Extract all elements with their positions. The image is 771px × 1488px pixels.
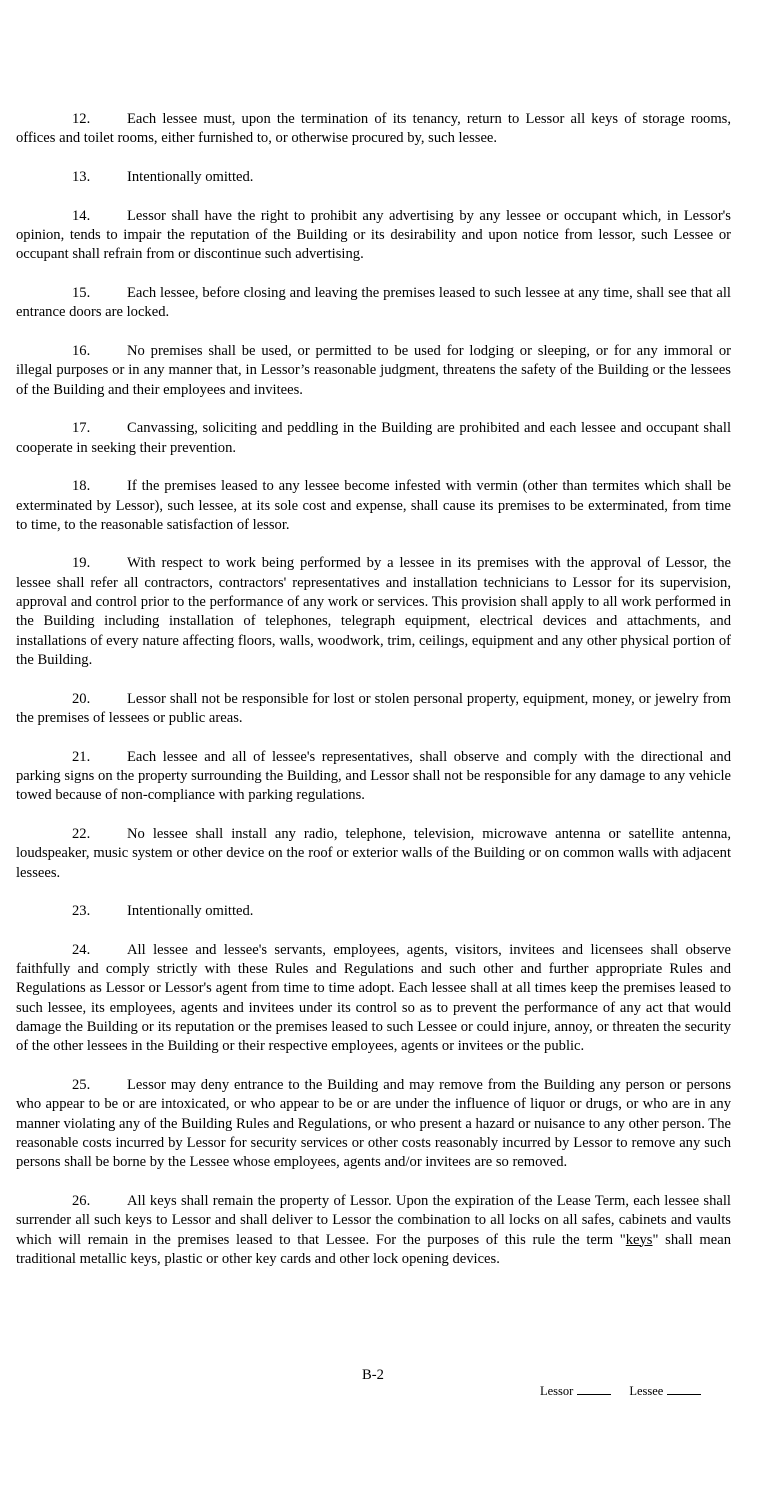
rule-13 xyxy=(16,168,731,187)
rule-12 xyxy=(16,110,731,149)
rule-number: 17. xyxy=(72,420,91,437)
rule-25 xyxy=(16,1076,731,1172)
rule-text: Lessor shall have the right to prohibit any advertising by any lessee or occupant which, in Lessor's opinion, tends to impair the reputation of the Building or its desirability and upon notice from lessor, such Lessee or occupant shall refrain from or discontinue such advertising. xyxy=(16,207,731,263)
rule-text: With respect to work being performed by a lessee in its premises with the approval of Lessor, the lessee shall refer all contractors, contractors' representatives and installation technicians to Lessor for its supervision, approval and control prior to the performance of any work or services. This provision shall apply to all work performed in the Building including installation of telephones, telegraph equipment, electrical devices and attachments, and installations of every nature affecting floors, walls, woodwork, trim, ceilings, equipment and any other physical portion of the Building. xyxy=(16,555,731,668)
rule-number: 25. xyxy=(72,1077,91,1094)
rule-number: 12. xyxy=(72,111,91,127)
rule-19 xyxy=(16,554,731,670)
rule-text-continued: " shall mean traditional metallic keys, plastic or other key cards and other lock opening devices. xyxy=(16,1231,731,1267)
lessee-initials-label: Lessee xyxy=(629,1384,664,1398)
rule-26 xyxy=(16,1192,731,1269)
rule-number: 20. xyxy=(72,690,91,707)
rule-22 xyxy=(16,825,731,883)
rule-number: 18. xyxy=(72,478,91,495)
rule-number: 24. xyxy=(72,941,91,958)
rule-text: No premises shall be used, or permitted to be used for lodging or sleeping, or for any immoral or illegal purposes or in any manner that, in Lessor’s reasonable judgment, threatens the safety of the Building or the lessees of the Building and their employees and invitees. xyxy=(16,342,731,398)
rule-16 xyxy=(16,342,731,400)
rule-text: Each lessee, before closing and leaving the premises leased to such lessee at any time, shall see that all entrance doors are locked. xyxy=(16,284,731,321)
rule-text: Each lessee and all of lessee's representatives, shall observe and comply with the directional and parking signs on the property surrounding the Building, and Lessor shall not be responsible for any damage to any vehicle towed because of non-compliance with parking regulations. xyxy=(16,748,731,804)
rule-15 xyxy=(16,284,731,323)
rule-text: No lessee shall install any radio, telephone, television, microwave antenna or satellite antenna, loudspeaker, music system or other device on the roof or exterior walls of the Building or on common walls with adjacent lessees. xyxy=(16,825,731,881)
rule-text: All lessee and lessee's servants, employees, agents, visitors, invitees and licensees shall observe faithfully and comply strictly with these Rules and Regulations and such other and further appropriate Rules and Regulations as Lessor or Lessor's agent from time to time adopt. Each lessee shall at all times keep the premises leased to such lessee, its employees, agents and invitees under its control so as to prevent the performance of any act that would damage the Building or its reputation or the premises leased to such Lessee or could injure, annoy, or threaten the security of the other lessees in the Building or their respective employees, agents or invitees or the public. xyxy=(16,941,731,1055)
rule-number: 21. xyxy=(72,748,91,765)
rule-text: Intentionally omitted. xyxy=(127,903,254,920)
rule-21 xyxy=(16,748,731,806)
rule-number: 26. xyxy=(72,1192,91,1209)
rule-24 xyxy=(16,941,731,1057)
rule-text: Intentionally omitted. xyxy=(127,168,254,185)
rule-number: 14. xyxy=(72,207,91,224)
rule-number: 23. xyxy=(72,903,91,920)
rule-18 xyxy=(16,477,731,535)
lessee-initials-line xyxy=(667,1384,701,1395)
page-number: B-2 xyxy=(362,1367,384,1383)
rule-14 xyxy=(16,207,731,265)
rule-number: 13. xyxy=(72,168,91,185)
initials-block xyxy=(540,1384,701,1399)
lessor-initials-line xyxy=(577,1384,611,1395)
rule-20 xyxy=(16,690,731,729)
rule-text: Each lessee must, upon the termination of its tenancy, return to Lessor all keys of storage rooms, offices and toilet rooms, either furnished to, or otherwise procured by, such lessee. xyxy=(16,111,731,147)
rule-text: If the premises leased to any lessee become infested with vermin (other than termites which shall be exterminated by Lessor), such lessee, at its sole cost and expense, shall cause its premises to be exterminated, from time to time, to the reasonable satisfaction of lessor. xyxy=(16,478,731,533)
rule-number: 22. xyxy=(72,825,91,842)
rule-text: Lessor shall not be responsible for lost or stolen personal property, equipment, money, or jewelry from the premises of lessees or public areas. xyxy=(16,690,731,726)
rule-text: Lessor may deny entrance to the Building and may remove from the Building any person or persons who appear to be or are intoxicated, or who appear to be or are under the influence of liquor or drugs, or who are in any manner violating any of the Building Rules and Regulations, or who present a hazard or nuisance to any other person. The reasonable costs incurred by Lessor for security services or other costs reasonably incurred by Lessor to remove any such persons shall be borne by the Lessee whose employees, agents and/or invitees are so removed. xyxy=(16,1077,731,1171)
rule-number: 15. xyxy=(72,284,91,301)
rules-document xyxy=(16,110,731,1289)
rule-23 xyxy=(16,902,731,921)
lessor-initials-label: Lessor xyxy=(540,1384,574,1398)
rule-text: All keys shall remain the property of Lessor. Upon the expiration of the Lease Term, each lessee shall surrender all such keys to Lessor and shall deliver to Lessor the combination to all locks on all safes, cabinets and vaults which will remain in the premises leased to that Lessee. For the purposes of this rule the term " xyxy=(16,1192,731,1248)
rule-number: 19. xyxy=(72,555,91,572)
rule-17 xyxy=(16,419,731,458)
rule-text: Canvassing, soliciting and peddling in the Building are prohibited and each lessee and occupant shall cooperate in seeking their prevention. xyxy=(16,420,731,456)
keys-defined-term: keys xyxy=(625,1231,653,1248)
rule-number: 16. xyxy=(72,342,91,359)
